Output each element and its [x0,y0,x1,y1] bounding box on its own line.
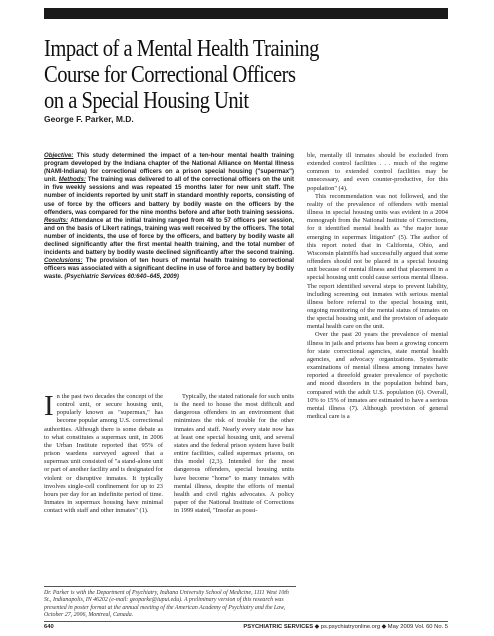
issue-info: May 2009 Vol. 60 No. 5 [387,624,448,630]
journal-url: ps.psychiatryonline.org [320,624,381,630]
paragraph-text: n the past two decades the concept of the control unit, or secure housing unit, popularly known as "supermax," has become popular among U.S. correctional authorities. Although there is some debate as to what constitutes a supermax unit, in 2006 the Urban Institute reported that 95% of prison wardens surveyed agreed that a supermax unit consisted of "a stand-alone unit or part of another facility and is designated for violent or disruptive inmates. It typically involves single-cell confinement for up to 23 hours per day for an indefinite period of time. Inmates in supermax housing have minimal contact with staff and other inmates" (1). [44,393,163,515]
author-byline: George F. Parker, M.D. [44,114,134,124]
journal-name: PSYCHIATRIC SERVICES [243,624,314,630]
header-rule [44,8,448,19]
results-label: Results: [44,216,69,224]
paragraph: Over the past 20 years the prevalence of mental illness in jails and prisons has been a growing concern for state correctional agencies, state mental health agencies, and advocacy organizations. Systematic examinations of mental illness among inmates have reported a threefold greater prevalence of psychotic and mood disorders in the population behind bars, compared with the adult U.S. population (6). Overall, 10% to 15% of inmates are estimated to have a serious mental illness (7). Although provision of general medical care is a [307,331,448,420]
body-column-1 [44,390,163,515]
conclusions-label: Conclusions: [44,257,83,265]
paragraph [44,390,163,515]
methods-label: Methods: [58,176,86,184]
title-line: on a Special Housing Unit [44,87,249,114]
results-text: Attendance at the initial training ranged from 48 to 57 officers per session, and on the basis of Likert ratings, training was well received by the officers. The total number of incidents, the use of force by the officers, and battery by bodily waste all declined significantly after the first mental health training, and the total number of incidents and battery by bodily waste declined significantly after the second training. [44,216,294,257]
drop-cap: I [44,390,54,422]
conclusions-text: The provision of ten hours of mental health training to correctional officers was associated with a significant decline in use of force and battery by bodily waste. [44,257,294,281]
title-line: Impact of a Mental Health Training [44,35,319,62]
objective-text: This study determined the impact of a ten-hour mental health training program developed by the Indiana chapter of the National Alliance on Mental Illness (NAMI-Indiana) for correctional officers on a prison special housing ("supermax") unit. [44,152,294,184]
paragraph: ble, mentally ill inmates should be excluded from extended control facilities . . . much of the regime common to extended control facilities may be unnecessary, and even counter-productive, for this population" (4). [307,152,448,192]
objective-label: Objective: [44,152,74,159]
paragraph: Typically, the stated rationale for such units is the need to house the most difficult and dangerous offenders in an environment that minimizes the risk of trouble for the other inmates and staff. Nearly every state now has at least one special housing unit, and several states and the federal prison system have built entire facilities, called supermax prisons, on this model (2,3). Intended for the most dangerous offenders, special housing units have become "home" to many inmates with mental illness, despite the efforts of mental health and civil rights advocates. A policy paper of the National Institute of Corrections in 1999 stated, "Insofar as possi- [174,393,294,515]
article-title [44,36,397,114]
body-column-2 [174,393,294,515]
paragraph: This recommendation was not followed, and the reality of the prevalence of offenders with mental illness in special housing units was evident in a 2004 monograph from the National Institute of Corrections, for it identified mental health as "the major issue emerging in supermax litigation" (5). The author of this report noted that in California, Ohio, and Wisconsin plaintiffs had successfully argued that some offenders should not be placed in a special housing unit because of mental illness and that placement in a special housing unit could cause serious mental illness. The report identified several steps to prevent liability, including screening out inmates with serious mental illness before referral to the special housing unit, ongoing monitoring of the mental status of inmates on the special housing unit, and the provision of adequate mental health care on the unit. [307,192,448,331]
abstract [44,152,294,282]
methods-text: The training was delivered to all of the correctional officers on the unit in five weekly sessions and was repeated 15 months later for new unit staff. The number of incidents reported by unit staff in standard monthly reports, consisting of use of force by the officers and battery by bodily waste on the officers by the offenders, was compared for the nine months before and after both training sessions. [44,176,294,216]
body-column-3 [307,152,448,421]
running-footer: PSYCHIATRIC SERVICES ◆ ps.psychiatryonline.org ◆ May 2009 Vol. 60 No. 5 [243,624,448,630]
page-footer [44,621,448,631]
citation: (Psychiatric Services 60:640–645, 2009) [64,273,179,281]
author-footnote: Dr. Parker is with the Department of Psychiatry, Indiana University School of Medicine, 1111 West 10th St., Indianapolis, IN 46202 (e-mail: geoparke@iupui.edu). A preliminary version of this research was presented in poster format at the annual meeting of the American Academy of Psychiatry and the Law, October 27, 2006, Montreal, Canada. [44,586,296,620]
page-number: 640 [44,624,54,630]
title-line: Course for Correctional Officers [44,61,296,88]
